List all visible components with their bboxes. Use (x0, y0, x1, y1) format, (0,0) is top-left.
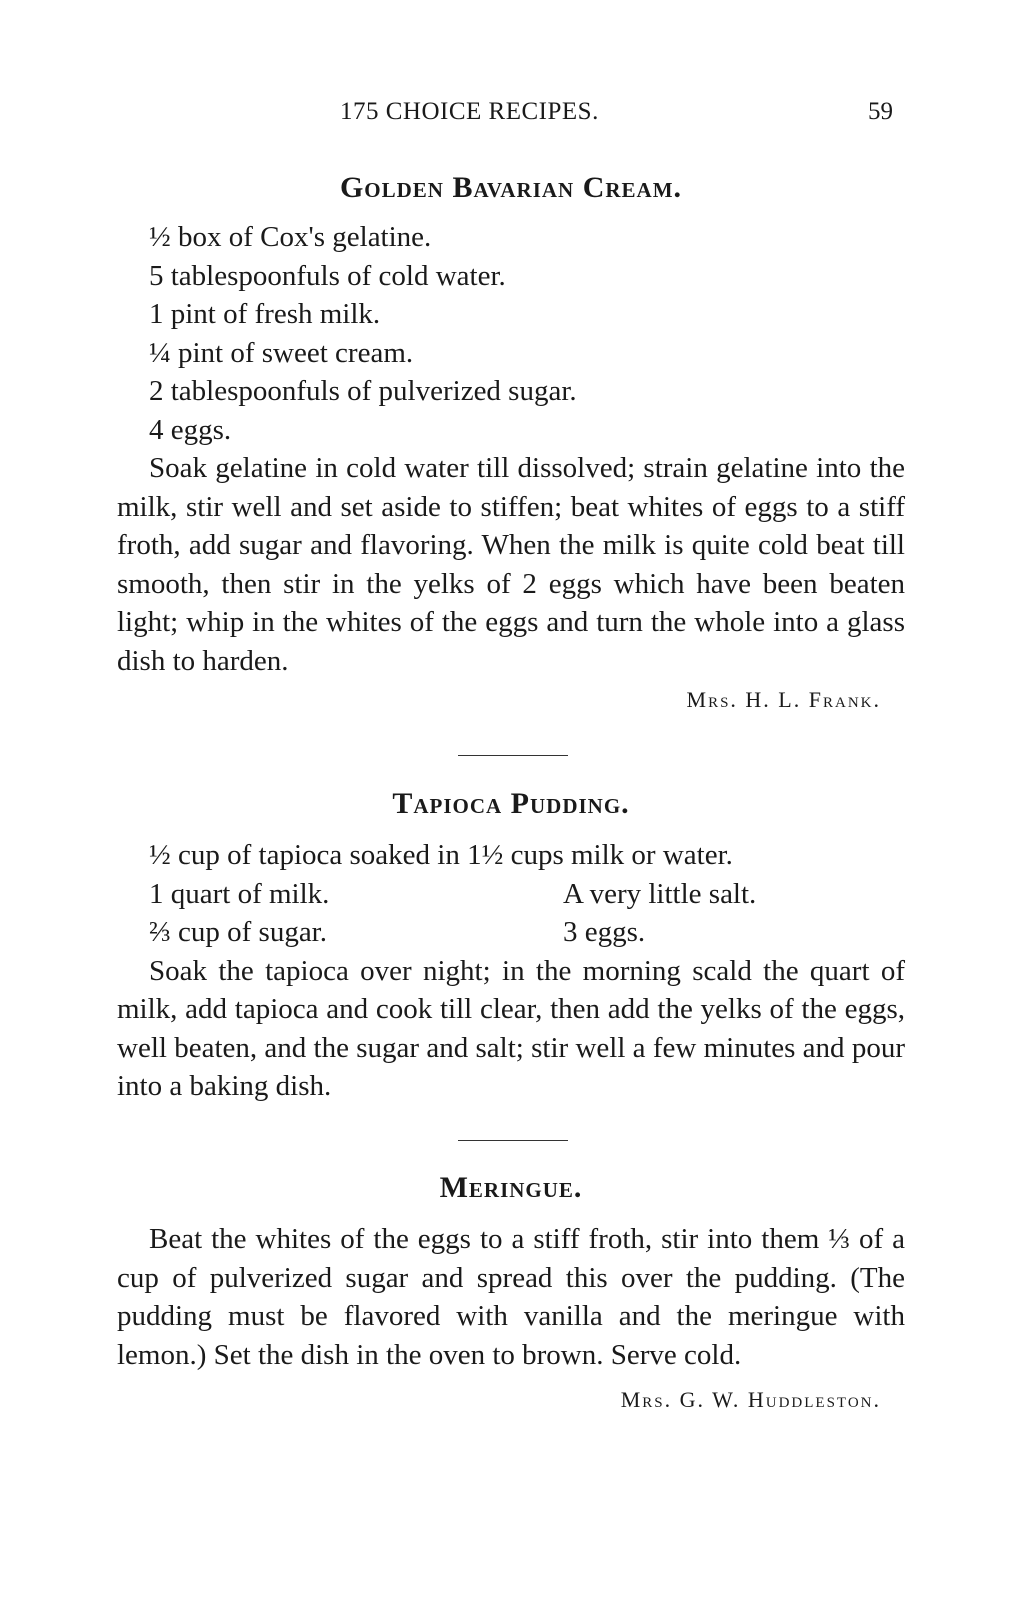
ingredient-item: 5 tablespoonfuls of cold water. (149, 259, 506, 292)
recipe-title: Tapioca Pudding. (392, 787, 630, 820)
recipe-tapioca-pudding (117, 780, 905, 1106)
recipe-method: Soak the tapioca over night; in the morning scald the quart of milk, add tapioca and cook till clear, then add the yelks of the eggs, well beaten, and the sugar and salt; stir well a few minutes and pour into a baking dish. (117, 954, 905, 1102)
ingredient-item: 1 quart of milk. (149, 877, 330, 910)
ingredient-item: ⅔ cup of sugar. (149, 916, 327, 948)
section-divider (458, 755, 568, 756)
ingredient-row (117, 913, 905, 952)
ingredient-item: 1 pint of fresh milk. (149, 298, 381, 330)
ingredient-item: ½ cup of tapioca soaked in 1½ cups milk or water. (149, 839, 733, 871)
ingredient-item: ½ box of Cox's gelatine. (149, 221, 432, 253)
ingredient-item: 3 eggs. (563, 916, 646, 948)
ingredient-list (117, 218, 905, 449)
recipe-method: Soak gelatine in cold water till dissolved; strain gelatine into the milk, stir well and set aside to stiffen; beat whites of eggs to a stiff froth, add sugar and flavoring. When the milk is quite cold beat till smooth, then stir in the yelks of 2 eggs which have been beaten light; whip in the whites of the eggs and turn the whole into a glass dish to harden. (117, 452, 905, 677)
ingredient-row (117, 875, 905, 914)
ingredient-list (117, 836, 905, 952)
running-title: 175 CHOICE RECIPES. (340, 98, 599, 125)
ingredient-item: 4 eggs. (149, 413, 232, 446)
ingredient-item: ¼ pint of sweet cream. (149, 336, 414, 369)
page-header (0, 98, 1035, 138)
page-number: 59 (868, 98, 893, 125)
ingredient-item: A very little salt. (563, 877, 757, 910)
section-divider (458, 1140, 568, 1141)
recipe-method: Beat the whites of the eggs to a stiff froth, stir into them ⅓ of a cup of pulverized sugar and spread this over the pudding. (The pudding must be flavored with vanilla and the meringue with lemon.) Set the dish in the oven to brown. Serve cold. (117, 1223, 905, 1371)
recipe-author: Mrs. G. W. Huddleston. (620, 1387, 881, 1412)
ingredient-item: 2 tablespoonfuls of pulverized sugar. (149, 375, 577, 407)
recipe-meringue (117, 1164, 905, 1420)
recipe-author: Mrs. H. L. Frank. (686, 687, 881, 712)
recipe-title: Meringue. (439, 1171, 583, 1204)
recipe-golden-bavarian-cream (117, 164, 905, 720)
recipe-title: Golden Bavarian Cream. (339, 171, 683, 204)
